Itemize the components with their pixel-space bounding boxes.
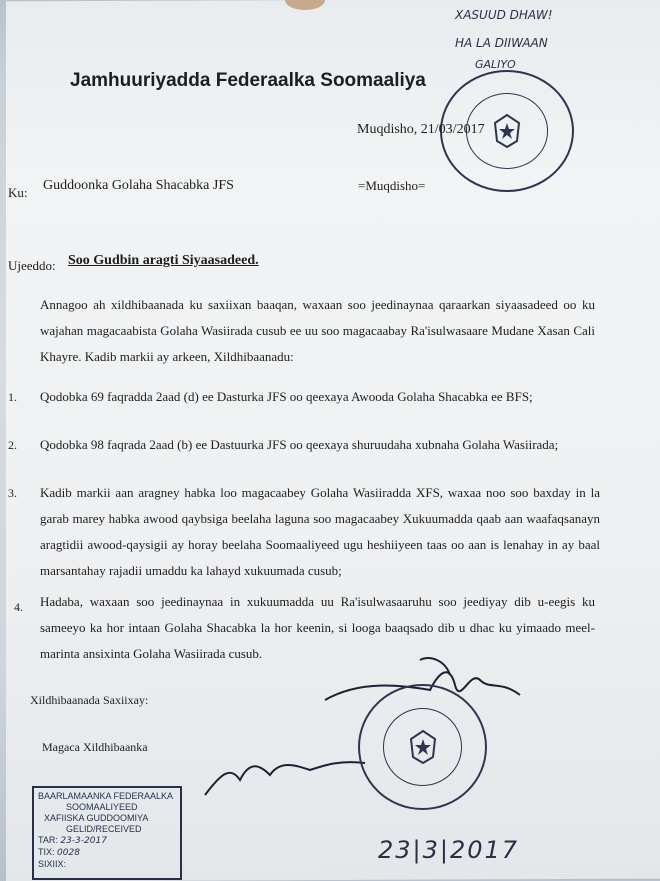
recipient-name: Guddoonka Golaha Shacabka JFS: [43, 178, 234, 193]
mp-name-label: Magaca Xildhibaanka: [42, 740, 148, 754]
item-number-4: 4.: [14, 600, 23, 614]
received-stamp-line-2: SOOMAALIYEED: [66, 802, 138, 812]
handwritten-note-line-2: HA LA DIIWAAN: [455, 36, 548, 50]
received-stamp-date-row: [38, 835, 176, 847]
received-stamp: [32, 786, 182, 880]
received-stamp-line-4: GELID/RECEIVED: [66, 824, 142, 834]
signature-lower: [200, 745, 370, 805]
handwritten-date: 23|3|2017: [378, 836, 520, 864]
item-number-2: 2.: [8, 438, 17, 452]
item-text-3: Kadib markii aan aragney habka loo magacaabey Golaha Wasiiradda XFS, waxaa noo soo baxday in la garab marey habka awood qaybsiga beelaha laguna soo magacaabey Xukuumadda qaab aan waafaqsanayn aragtidii awood-qaysigii ay horay beelaha Soomaaliyeed ugu heshiiyeen taas oo aan is lenahay in ay baal marsantahay rajadii umaddu ka lahayd xukuumada cusub;: [40, 485, 600, 578]
received-ref-label: TIX:: [38, 847, 55, 857]
received-stamp-line-1: BAARLAMAANKA FEDERAALKA: [38, 791, 174, 801]
document-title: Jamhuuriyadda Federaalka Soomaaliya: [70, 70, 426, 91]
coat-of-arms-icon: [403, 727, 443, 767]
official-seal-bottom: [358, 684, 487, 810]
item-number-1: 1.: [8, 390, 17, 404]
coat-of-arms-icon: [487, 111, 527, 151]
received-ref-value: 0028: [57, 848, 80, 858]
item-text-2: Qodobka 98 faqrada 2aad (b) ee Dastuurka JFS oo qeexaya shuruudaha xubnaha Golaha Wasiirada;: [40, 437, 559, 452]
intro-paragraph: Annagoo ah xildhibaanada ku saxiixan baaqan, waxaan soo jeedinaynaa qaraarkan siyaasadeed oo ku wajahan magacaabista Golaha Wasiirada cusub ee uu soo magacaabay Ra'isulwasaare Mudane Xasan Cali Khayre. Kadib markii ay arkeen, Xildhibaanadu:: [40, 297, 595, 364]
subject-label: Ujeeddo:: [8, 258, 56, 273]
handwritten-note-line-3: GALIYO: [475, 58, 516, 71]
document-date: Muqdisho, 21/03/2017: [357, 122, 485, 137]
recipient-label: Ku:: [8, 185, 28, 200]
handwritten-note-line-1: XASUUD DHAW!: [455, 8, 553, 22]
signatories-label: Xildhibaanada Saxiixay:: [30, 693, 149, 707]
item-number-3: 3.: [8, 486, 17, 500]
received-stamp-line-3: XAFIISKA GUDDOOMIYA: [44, 813, 149, 823]
received-date-value: 23-3-2017: [60, 836, 107, 846]
item-text-4: Hadaba, waxaan soo jeedinaynaa in xukuumadda uu Ra'isulwasaaruhu soo jeediyay dib u-eegis ku sameeyo ka hor intaan Golaha Shacabka la hor keenin, si looga baaqsado dib u dhac ku yimaado meel-marinta ansixinta Golaha Wasiirada cusub.: [40, 594, 595, 661]
received-sig-label: SIXIIX:: [38, 859, 67, 869]
received-date-label: TAR:: [38, 835, 58, 845]
received-stamp-ref-row: [38, 847, 176, 859]
recipient-city: =Muqdisho=: [358, 178, 426, 193]
item-text-1: Qodobka 69 faqradda 2aad (d) ee Dasturka JFS oo qeexaya Awooda Golaha Shacabka ee BFS;: [40, 389, 533, 404]
subject-text: Soo Gudbin aragti Siyaasadeed.: [68, 253, 259, 268]
